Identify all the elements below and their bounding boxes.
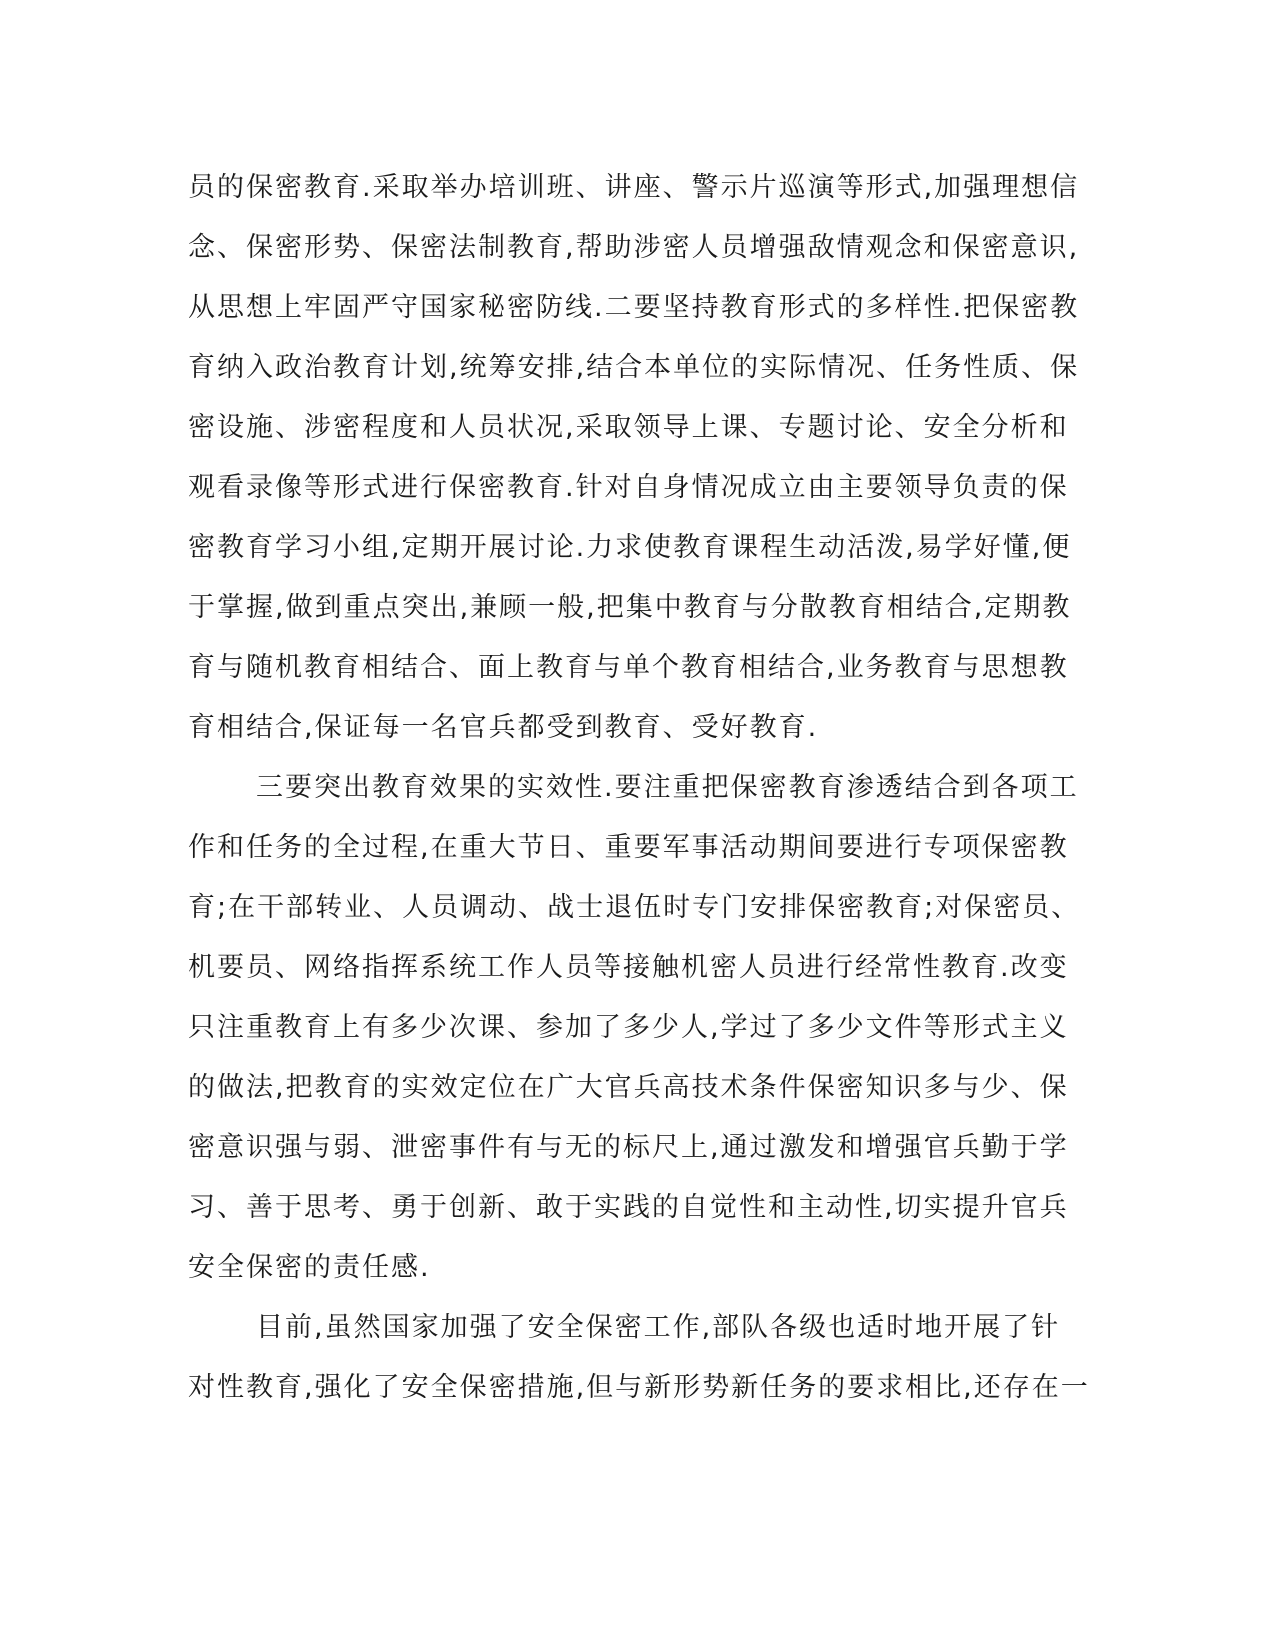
text-line-first: 三要突出教育效果的实效性.要注重把保密教育渗透结合到各项工 — [256, 772, 1079, 803]
text-line: 员的保密教育.采取举办培训班、讲座、警示片巡演等形式,加强理想信 — [188, 172, 1080, 203]
paragraph-2 — [188, 758, 1081, 1298]
text-line: 密教育学习小组,定期开展讨论.力求使教育课程生动活泼,易学好懂,便 — [188, 532, 1072, 563]
text-line: 机要员、网络指挥系统工作人员等接触机密人员进行经常性教育.改变 — [188, 952, 1069, 983]
text-line: 作和任务的全过程,在重大节日、重要军事活动期间要进行专项保密教 — [188, 832, 1069, 863]
paragraph-1 — [188, 158, 1080, 758]
text-line: 念、保密形势、保密法制教育,帮助涉密人员增强敌情观念和保密意识, — [188, 232, 1080, 263]
text-line: 密意识强与弱、泄密事件有与无的标尺上,通过激发和增强官兵勤于学 — [188, 1132, 1069, 1163]
text-line: 育;在干部转业、人员调动、战士退伍时专门安排保密教育;对保密员、 — [188, 892, 1081, 923]
paragraph-3 — [188, 1298, 1090, 1418]
text-line: 育相结合,保证每一名官兵都受到教育、受好教育. — [188, 712, 819, 743]
text-line: 密设施、涉密程度和人员状况,采取领导上课、专题讨论、安全分析和 — [188, 412, 1069, 443]
text-line: 育纳入政治教育计划,统筹安排,结合本单位的实际情况、任务性质、保 — [188, 352, 1080, 383]
text-line: 育与随机教育相结合、面上教育与单个教育相结合,业务教育与思想教 — [188, 652, 1069, 683]
text-line: 观看录像等形式进行保密教育.针对自身情况成立由主要领导负责的保 — [188, 472, 1069, 503]
text-line: 从思想上牢固严守国家秘密防线.二要坚持教育形式的多样性.把保密教 — [188, 292, 1080, 323]
text-line: 的做法,把教育的实效定位在广大官兵高技术条件保密知识多与少、保 — [188, 1072, 1069, 1103]
text-line: 只注重教育上有多少次课、参加了多少人,学过了多少文件等形式主义 — [188, 1012, 1069, 1043]
text-line: 习、善于思考、勇于创新、敢于实践的自觉性和主动性,切实提升官兵 — [188, 1192, 1069, 1223]
text-line-first: 目前,虽然国家加强了安全保密工作,部队各级也适时地开展了针 — [256, 1312, 1061, 1343]
text-line: 对性教育,强化了安全保密措施,但与新形势新任务的要求相比,还存在一 — [188, 1372, 1090, 1403]
text-line: 于掌握,做到重点突出,兼顾一般,把集中教育与分散教育相结合,定期教 — [188, 592, 1072, 623]
document-body — [188, 158, 1090, 1418]
text-line: 安全保密的责任感. — [188, 1252, 431, 1283]
